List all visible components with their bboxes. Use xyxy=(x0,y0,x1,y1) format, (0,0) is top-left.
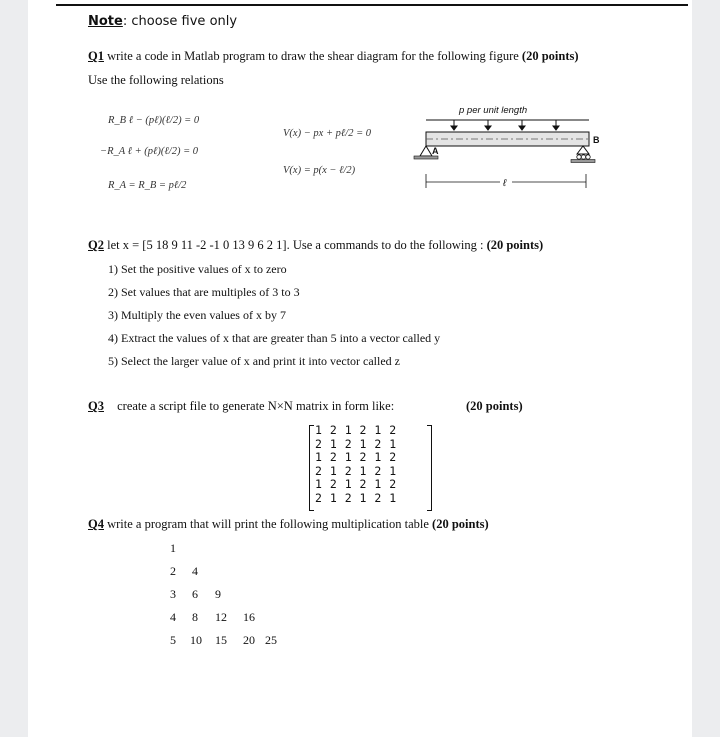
load-arrows xyxy=(451,120,559,130)
table-cell: 20 xyxy=(243,633,255,647)
q2-task: 5) Select the larger value of x and print it into vector called z xyxy=(108,354,401,368)
top-rule xyxy=(56,4,688,6)
matrix-left-bracket xyxy=(309,425,314,511)
q1-number: Q1 xyxy=(88,49,104,63)
matrix-right-bracket xyxy=(427,425,432,511)
q2-points: (20 points) xyxy=(486,238,544,252)
q2-task: 1) Set the positive values of x to zero xyxy=(108,262,287,276)
table-cell: 12 xyxy=(215,610,227,624)
q1-subtitle: Use the following relations xyxy=(88,73,224,87)
table-cell: 16 xyxy=(243,610,255,624)
q4-heading xyxy=(88,517,489,532)
q3-number: Q3 xyxy=(88,399,104,413)
q3-points: (20 points) xyxy=(466,399,523,413)
roller-support-b xyxy=(577,146,589,154)
matrix-row: 2 1 2 1 2 1 xyxy=(315,490,397,505)
table-cell: 9 xyxy=(215,587,221,601)
q4-number: Q4 xyxy=(88,517,104,531)
table-cell: 2 xyxy=(170,564,176,578)
q2-text: let x = [5 18 9 11 -2 -1 0 13 9 6 2 1]. Use a commands to do the following : xyxy=(103,238,487,252)
equation-rb: R_B ℓ − (pℓ)(ℓ/2) = 0 xyxy=(108,115,200,126)
equation-reactions: R_A = R_B = pℓ/2 xyxy=(108,180,187,191)
note-label: Note xyxy=(88,14,123,29)
ground-b xyxy=(571,160,595,163)
table-cell: 6 xyxy=(192,587,198,601)
q1-heading xyxy=(88,49,579,64)
table-cell: 1 xyxy=(170,541,176,555)
load-label: p per unit length xyxy=(459,105,528,116)
support-a-label: A xyxy=(432,146,439,156)
equation-shear-balance: V(x) − px + pℓ/2 = 0 xyxy=(283,128,372,139)
q4-points: (20 points) xyxy=(432,517,489,531)
length-label: ℓ xyxy=(503,178,507,189)
matrix xyxy=(315,424,397,505)
table-cell: 8 xyxy=(192,610,198,624)
table-cell: 5 xyxy=(170,633,176,647)
note-line xyxy=(88,14,237,29)
ground-a xyxy=(414,156,438,159)
matrix-row: 1 2 1 2 1 2 xyxy=(315,423,397,437)
table-cell: 4 xyxy=(192,564,198,578)
table-cell: 25 xyxy=(265,633,277,647)
equation-ra: −R_A ℓ + (pℓ)(ℓ/2) = 0 xyxy=(100,146,199,157)
matrix-row: 1 2 1 2 1 2 xyxy=(315,477,397,491)
matrix-row: 2 1 2 1 2 1 xyxy=(315,463,397,478)
q1-points: (20 points) xyxy=(521,49,579,63)
q1-text: write a code in Matlab program to draw the shear diagram for the following figure xyxy=(103,49,522,63)
matrix-row: 1 2 1 2 1 2 xyxy=(315,450,397,464)
q2-number: Q2 xyxy=(88,238,104,252)
note-text: : choose five only xyxy=(122,14,238,29)
q2-heading xyxy=(88,238,543,253)
table-cell: 15 xyxy=(215,633,227,647)
equation-shear: V(x) = p(x − ℓ/2) xyxy=(283,165,356,176)
beam-figure xyxy=(404,100,610,192)
matrix-row: 2 1 2 1 2 1 xyxy=(315,436,397,451)
support-b-label: B xyxy=(593,135,600,145)
pin-support-a xyxy=(420,146,432,156)
q2-task: 3) Multiply the even values of x by 7 xyxy=(108,308,286,322)
table-cell: 4 xyxy=(170,610,176,624)
table-cell: 10 xyxy=(190,633,202,647)
q3-heading xyxy=(88,399,394,414)
q2-task: 2) Set values that are multiples of 3 to 3 xyxy=(108,285,300,299)
q2-task: 4) Extract the values of x that are greater than 5 into a vector called y xyxy=(108,331,441,345)
q3-text: create a script file to generate N×N matrix in form like: xyxy=(117,399,395,413)
table-cell: 3 xyxy=(170,587,176,601)
q4-text: write a program that will print the following multiplication table xyxy=(103,517,433,531)
